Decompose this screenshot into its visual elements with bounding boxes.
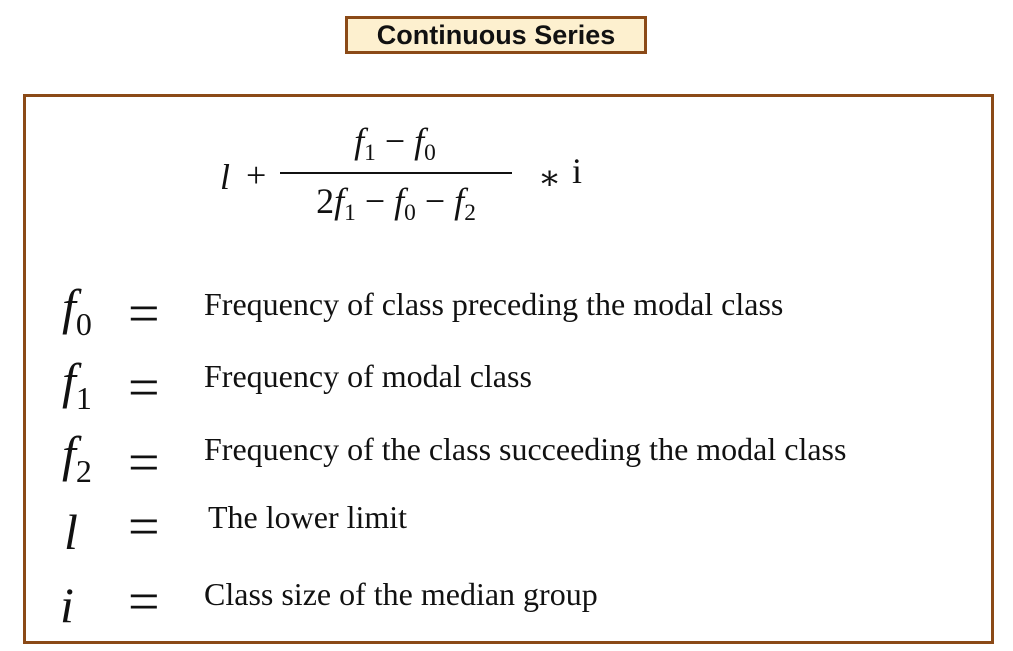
definition-f2 — [0, 425, 1013, 494]
page-title: Continuous Series — [376, 19, 616, 50]
fraction-bar — [280, 172, 512, 174]
formula-times: ∗ — [538, 160, 562, 197]
definition-l — [0, 495, 1013, 560]
definition-text: Class size of the median group — [204, 576, 598, 612]
definition-i — [0, 568, 1013, 633]
mode-formula — [220, 120, 620, 230]
formula-lower-limit: l — [220, 157, 231, 197]
definition-f1 — [0, 352, 1013, 419]
definition-text: Frequency of the class succeeding the modal class — [204, 431, 847, 467]
symbol-f1: $f_1$ — [62, 353, 92, 417]
equals-sign: = — [128, 571, 160, 633]
definition-text: Frequency of modal class — [204, 358, 532, 394]
symbol-f2: $f_2$ — [62, 426, 92, 490]
formula-class-size: i — [572, 151, 583, 191]
equals-sign: = — [128, 283, 160, 345]
title-box — [345, 16, 647, 54]
definition-f0 — [0, 278, 1013, 345]
symbol-l: l — [64, 504, 78, 560]
symbol-f0: $f_0$ — [62, 279, 92, 343]
equals-sign: = — [128, 357, 160, 419]
formula-denominator: $2f_1 - f_0 - f_2$ — [316, 181, 476, 227]
symbol-i: i — [60, 577, 74, 633]
definition-text: The lower limit — [208, 499, 408, 535]
definition-text: Frequency of class preceding the modal class — [204, 286, 784, 322]
formula-numerator: $f_1 - f_0$ — [354, 121, 436, 167]
equals-sign: = — [128, 432, 160, 494]
equals-sign: = — [128, 496, 160, 558]
formula-plus: + — [246, 155, 267, 195]
